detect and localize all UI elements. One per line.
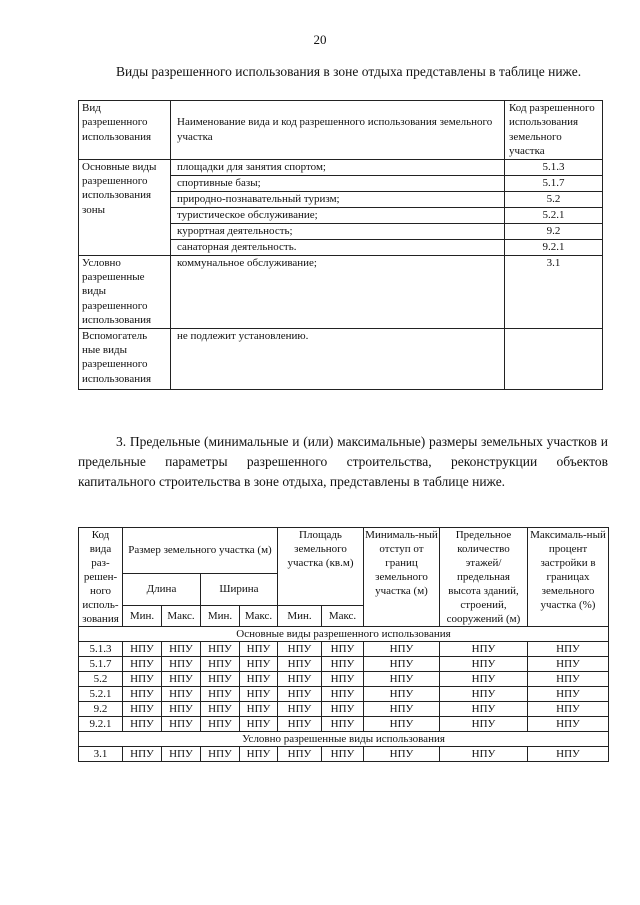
row-value: НПУ (123, 672, 162, 687)
use-name: площадки для занятия спортом; (171, 159, 505, 175)
table2-header-row-1 (79, 528, 609, 574)
row-value: НПУ (278, 717, 322, 732)
section-main-uses: Основные виды разрешенного использования (79, 627, 609, 642)
row-value: НПУ (364, 702, 440, 717)
page-number: 20 (313, 32, 327, 47)
row-value: НПУ (528, 717, 609, 732)
section-conditional-uses-row (79, 732, 609, 747)
permitted-uses-table (78, 100, 603, 390)
row-value: НПУ (278, 657, 322, 672)
row-value: НПУ (364, 642, 440, 657)
table2-row (79, 687, 609, 702)
row-value: НПУ (201, 687, 240, 702)
use-code: 9.2.1 (505, 239, 603, 255)
row-value: НПУ (162, 657, 201, 672)
use-name: туристическое обслуживание; (171, 207, 505, 223)
header-setback: Минималь-ный отступ от границ земельного участка (м) (364, 528, 440, 627)
row-value: НПУ (162, 687, 201, 702)
table1-header-row (79, 101, 603, 160)
header-use-kind: Вид разрешенного использования (79, 101, 171, 160)
header-use-name: Наименование вида и код разрешенного использования земельного участка (171, 101, 505, 160)
row-value: НПУ (364, 672, 440, 687)
use-name: природно-познавательный туризм; (171, 191, 505, 207)
parameters-table (78, 527, 609, 762)
row-value: НПУ (440, 717, 528, 732)
row-code: 9.2 (79, 702, 123, 717)
row-value: НПУ (240, 687, 278, 702)
header-area-max: Макс. (322, 605, 364, 626)
use-code: 3.1 (505, 255, 603, 328)
row-value: НПУ (123, 642, 162, 657)
table2-row (79, 657, 609, 672)
use-code (505, 328, 603, 389)
row-value: НПУ (278, 642, 322, 657)
row-code: 3.1 (79, 747, 123, 762)
row-value: НПУ (201, 642, 240, 657)
row-value: НПУ (440, 657, 528, 672)
row-value: НПУ (278, 687, 322, 702)
row-value: НПУ (240, 702, 278, 717)
row-value: НПУ (240, 672, 278, 687)
row-value: НПУ (440, 702, 528, 717)
header-length-min: Мин. (123, 605, 162, 626)
row-value: НПУ (123, 657, 162, 672)
row-code: 5.1.7 (79, 657, 123, 672)
row-value: НПУ (322, 702, 364, 717)
row-code: 5.1.3 (79, 642, 123, 657)
table2-row (79, 672, 609, 687)
row-value: НПУ (123, 717, 162, 732)
row-value: НПУ (322, 747, 364, 762)
header-area: Площадь земельного участка (кв.м) (278, 528, 364, 606)
row-value: НПУ (240, 717, 278, 732)
use-code: 9.2 (505, 223, 603, 239)
table1-row (79, 255, 603, 328)
row-value: НПУ (201, 717, 240, 732)
header-length-max: Макс. (162, 605, 201, 626)
header-use-code: Код разрешенного использования земельного участка (505, 101, 603, 160)
use-kind-conditional-uses: Условно разрешенные виды разрешенного использования (79, 255, 171, 328)
row-value: НПУ (278, 747, 322, 762)
header-floors: Предельное количество этажей/ предельная высота зданий, строений, сооружений (м) (440, 528, 528, 627)
use-code: 5.1.7 (505, 175, 603, 191)
row-code: 5.2.1 (79, 687, 123, 702)
row-value: НПУ (364, 687, 440, 702)
row-value: НПУ (201, 702, 240, 717)
row-value: НПУ (322, 717, 364, 732)
row-value: НПУ (528, 657, 609, 672)
header-width: Ширина (201, 573, 278, 605)
header-length: Длина (123, 573, 201, 605)
use-name: не подлежит установлению. (171, 328, 505, 389)
row-value: НПУ (240, 642, 278, 657)
row-value: НПУ (528, 747, 609, 762)
row-value: НПУ (440, 687, 528, 702)
row-value: НПУ (528, 672, 609, 687)
use-name: коммунальное обслуживание; (171, 255, 505, 328)
paragraph-3: 3. Предельные (минимальные и (или) максимальные) размеры земельных участков и предельные параметры разрешенного строительства, реконструкции объектов капитального строительства в зоне отдыха, представлены в таблице ниже. (78, 434, 608, 489)
use-kind-main-uses: Основные виды разрешенного использования зоны (79, 159, 171, 255)
row-value: НПУ (162, 702, 201, 717)
row-value: НПУ (528, 687, 609, 702)
header-coverage: Максималь-ный процент застройки в границах земельного участка (%) (528, 528, 609, 627)
row-value: НПУ (278, 672, 322, 687)
intro-paragraph: Виды разрешенного использования в зоне отдыха представлены в таблице ниже. (116, 64, 582, 79)
table2-row (79, 747, 609, 762)
header-code: Код вида раз-решен-ного исполь-зования (79, 528, 123, 627)
row-value: НПУ (528, 702, 609, 717)
row-value: НПУ (123, 702, 162, 717)
row-value: НПУ (528, 642, 609, 657)
table2-row (79, 642, 609, 657)
row-value: НПУ (364, 657, 440, 672)
row-code: 5.2 (79, 672, 123, 687)
row-value: НПУ (440, 672, 528, 687)
row-value: НПУ (123, 747, 162, 762)
row-value: НПУ (240, 657, 278, 672)
use-name: курортная деятельность; (171, 223, 505, 239)
row-value: НПУ (162, 642, 201, 657)
row-value: НПУ (322, 657, 364, 672)
row-value: НПУ (123, 687, 162, 702)
row-value: НПУ (240, 747, 278, 762)
row-code: 9.2.1 (79, 717, 123, 732)
header-width-min: Мин. (201, 605, 240, 626)
row-value: НПУ (162, 747, 201, 762)
use-name: санаторная деятельность. (171, 239, 505, 255)
use-code: 5.2 (505, 191, 603, 207)
row-value: НПУ (322, 687, 364, 702)
header-area-min: Мин. (278, 605, 322, 626)
section-main-uses-row (79, 627, 609, 642)
use-kind-auxiliary-uses: Вспомогатель ные виды разрешенного использования (79, 328, 171, 389)
row-value: НПУ (440, 642, 528, 657)
row-value: НПУ (162, 717, 201, 732)
row-value: НПУ (201, 672, 240, 687)
use-code: 5.2.1 (505, 207, 603, 223)
header-width-max: Макс. (240, 605, 278, 626)
table2-row (79, 717, 609, 732)
use-name: спортивные базы; (171, 175, 505, 191)
row-value: НПУ (322, 672, 364, 687)
row-value: НПУ (278, 702, 322, 717)
table2-row (79, 702, 609, 717)
header-size: Размер земельного участка (м) (123, 528, 278, 574)
row-value: НПУ (201, 747, 240, 762)
row-value: НПУ (201, 657, 240, 672)
row-value: НПУ (322, 642, 364, 657)
section-conditional-uses: Условно разрешенные виды использования (79, 732, 609, 747)
row-value: НПУ (162, 672, 201, 687)
use-code: 5.1.3 (505, 159, 603, 175)
table1-row (79, 159, 603, 175)
row-value: НПУ (364, 717, 440, 732)
row-value: НПУ (364, 747, 440, 762)
table1-row (79, 328, 603, 389)
row-value: НПУ (440, 747, 528, 762)
